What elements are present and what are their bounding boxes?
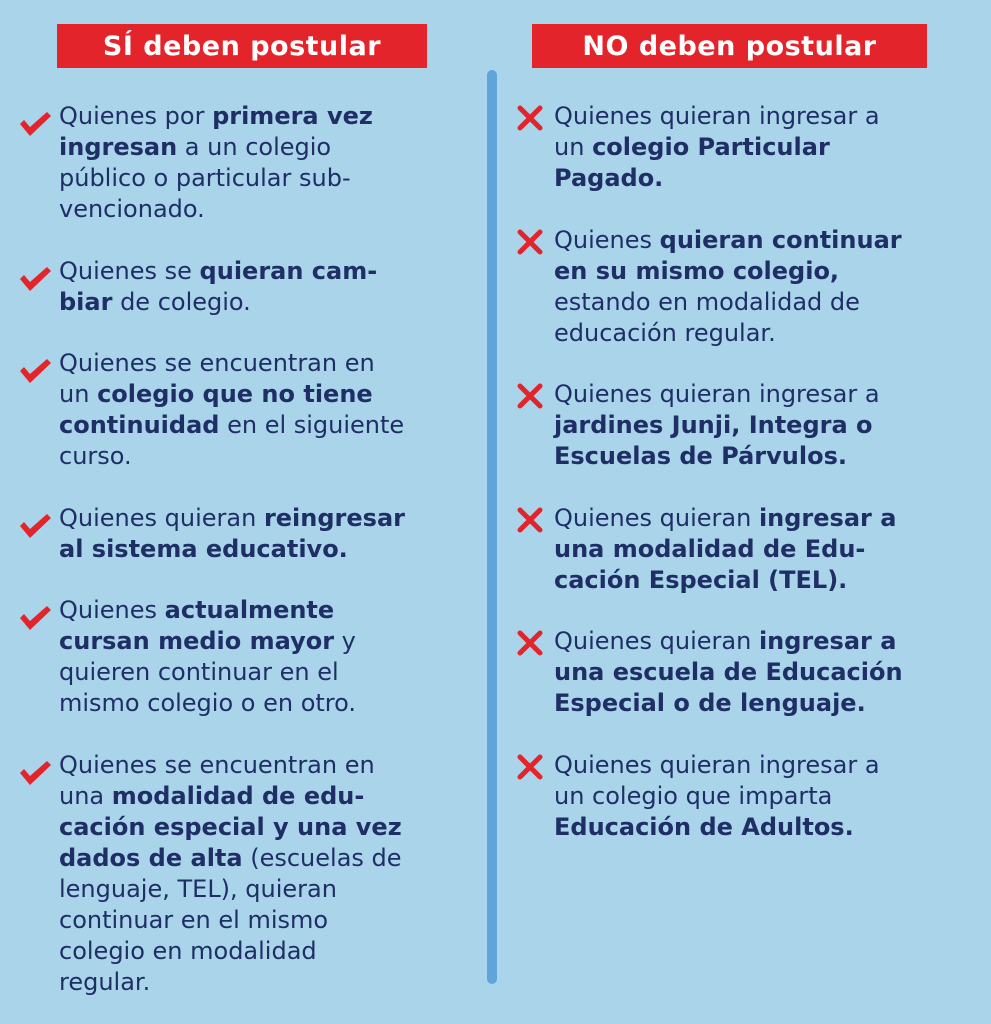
title-no-deben-postular: NO deben postular	[532, 24, 927, 68]
text-line	[554, 287, 902, 318]
text-line	[59, 256, 377, 287]
cross-icon	[516, 754, 544, 780]
text-line	[554, 410, 880, 441]
cross-icon	[516, 383, 544, 409]
bold-text: Especial o de lenguaje.	[554, 689, 866, 717]
list-item-text	[554, 503, 896, 596]
bold-text: modalidad de edu-	[111, 782, 365, 810]
text-line	[59, 194, 373, 225]
list-item-text	[554, 225, 902, 349]
text-segment: estando en modalidad de	[554, 288, 860, 316]
bold-text: dados de alta	[59, 844, 243, 872]
text-line	[554, 657, 903, 688]
bold-text: al sistema educativo.	[59, 535, 348, 563]
bold-text: una escuela de Educación	[554, 658, 903, 686]
text-line	[59, 657, 356, 688]
cross-icon	[516, 507, 544, 533]
text-segment: Quienes se encuentran en	[59, 751, 375, 779]
bold-text: en su mismo colegio,	[554, 257, 840, 285]
list-item-text	[554, 101, 880, 194]
text-segment: quieren continuar en el	[59, 658, 339, 686]
text-segment: público o particular sub-	[59, 164, 351, 192]
bold-text: Educación de Adultos.	[554, 813, 854, 841]
text-segment: vencionado.	[59, 195, 205, 223]
text-segment: Quienes quieran	[554, 627, 759, 655]
text-segment: de colegio.	[112, 288, 251, 316]
text-line	[554, 101, 880, 132]
text-line	[59, 287, 377, 318]
text-line	[554, 688, 903, 719]
list-item-text	[59, 256, 377, 318]
text-line	[59, 843, 402, 874]
text-line	[59, 967, 402, 998]
text-line	[554, 441, 880, 472]
bold-text: cursan medio mayor	[59, 627, 335, 655]
text-line	[554, 812, 880, 843]
text-segment: un	[59, 380, 98, 408]
text-line	[554, 256, 902, 287]
text-segment: curso.	[59, 442, 132, 470]
text-segment: lenguaje, TEL), quieran	[59, 875, 337, 903]
bold-text: quieran cam-	[199, 257, 378, 285]
list-item-text	[554, 379, 880, 472]
text-line	[59, 812, 402, 843]
list-item-text	[59, 101, 373, 225]
check-icon	[18, 266, 52, 292]
list-item-text	[59, 750, 402, 998]
list-item-text	[59, 595, 356, 719]
bold-text: ingresan	[59, 133, 178, 161]
text-line	[59, 101, 373, 132]
text-line	[554, 225, 902, 256]
text-line	[59, 595, 356, 626]
cross-icon	[516, 630, 544, 656]
text-segment: Quienes se	[59, 257, 200, 285]
text-segment: Quienes quieran ingresar a	[554, 751, 880, 779]
check-icon	[18, 513, 52, 539]
text-line	[554, 626, 903, 657]
text-segment: Quienes quieran	[554, 504, 759, 532]
bold-text: ingresar a	[758, 627, 897, 655]
text-segment: Quienes quieran ingresar a	[554, 380, 880, 408]
column-divider	[487, 70, 497, 984]
bold-text: colegio que no tiene	[97, 380, 373, 408]
text-line	[554, 318, 902, 349]
title-si-deben-postular: SÍ deben postular	[57, 24, 427, 68]
bold-text: primera vez	[212, 102, 373, 130]
check-icon	[18, 605, 52, 631]
bold-text: reingresar	[263, 504, 405, 532]
text-line	[554, 781, 880, 812]
list-item-text	[59, 348, 404, 472]
text-line	[554, 379, 880, 410]
text-segment: colegio en modalidad	[59, 937, 317, 965]
check-icon	[18, 111, 52, 137]
text-line	[59, 348, 404, 379]
text-segment: a un colegio	[177, 133, 332, 161]
check-icon	[18, 358, 52, 384]
text-segment: Quienes	[554, 226, 660, 254]
check-icon	[18, 760, 52, 786]
text-line	[59, 163, 373, 194]
text-line	[554, 132, 880, 163]
text-line	[59, 936, 402, 967]
text-line	[59, 781, 402, 812]
bold-text: cación especial y una vez	[59, 813, 402, 841]
cross-icon	[516, 105, 544, 131]
list-item-text	[554, 626, 903, 719]
bold-text: Pagado.	[554, 164, 664, 192]
bold-text: colegio Particular	[592, 133, 830, 161]
bold-text: jardines Junji, Integra o	[554, 411, 873, 439]
text-line	[554, 503, 896, 534]
text-line	[554, 565, 896, 596]
bold-text: ingresar a	[758, 504, 897, 532]
text-line	[554, 163, 880, 194]
text-line	[59, 410, 404, 441]
bold-text: continuidad	[59, 411, 220, 439]
cross-icon	[516, 229, 544, 255]
bold-text: biar	[59, 288, 113, 316]
text-line	[554, 534, 896, 565]
text-segment: un colegio que imparta	[554, 782, 833, 810]
text-line	[554, 750, 880, 781]
text-segment: Quienes quieran	[59, 504, 264, 532]
text-line	[59, 688, 356, 719]
bold-text: cación Especial (TEL).	[554, 566, 848, 594]
text-line	[59, 503, 405, 534]
text-segment: Quienes se encuentran en	[59, 349, 375, 377]
text-line	[59, 626, 356, 657]
text-segment: continuar en el mismo	[59, 906, 329, 934]
list-item-text	[59, 503, 405, 565]
text-segment: una	[59, 782, 112, 810]
text-line	[59, 874, 402, 905]
text-line	[59, 905, 402, 936]
bold-text: actualmente	[164, 596, 335, 624]
text-line	[59, 379, 404, 410]
text-line	[59, 441, 404, 472]
text-segment: un	[554, 133, 593, 161]
text-segment: Quienes por	[59, 102, 213, 130]
text-segment: educación regular.	[554, 319, 776, 347]
text-segment: y	[334, 627, 356, 655]
bold-text: una modalidad de Edu-	[554, 535, 866, 563]
text-segment: mismo colegio o en otro.	[59, 689, 357, 717]
text-segment: Quienes	[59, 596, 165, 624]
text-segment: en el siguiente	[219, 411, 405, 439]
text-segment: regular.	[59, 968, 151, 996]
text-line	[59, 534, 405, 565]
text-segment: (escuelas de	[242, 844, 402, 872]
list-item-text	[554, 750, 880, 843]
text-line	[59, 750, 402, 781]
text-line	[59, 132, 373, 163]
bold-text: Escuelas de Párvulos.	[554, 442, 847, 470]
text-segment: Quienes quieran ingresar a	[554, 102, 880, 130]
bold-text: quieran continuar	[659, 226, 902, 254]
